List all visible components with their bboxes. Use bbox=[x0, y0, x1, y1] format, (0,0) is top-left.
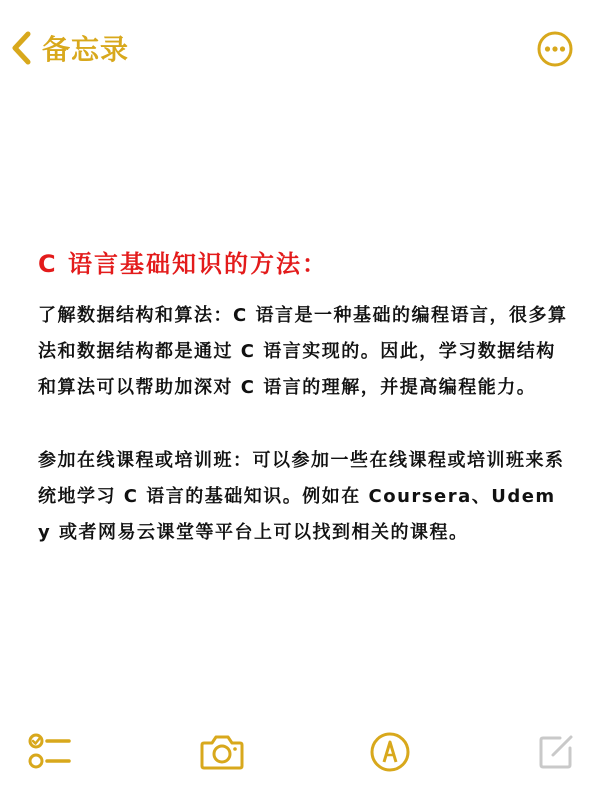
checklist-button[interactable] bbox=[26, 728, 74, 776]
camera-icon bbox=[199, 732, 245, 772]
chevron-left-icon bbox=[10, 30, 32, 66]
back-button[interactable] bbox=[10, 26, 129, 70]
camera-button[interactable] bbox=[198, 728, 246, 776]
bottom-toolbar bbox=[0, 712, 600, 792]
markup-button[interactable] bbox=[366, 728, 414, 776]
checklist-icon bbox=[27, 729, 73, 775]
back-label: 备忘录 bbox=[42, 33, 130, 66]
note-paragraph: 参加在线课程或培训班：可以参加一些在线课程或培训班来系统地学习 C 语言的基础知识。例如在 Coursera、Udemy 或者网易云课堂等平台上可以找到相关的课程。 bbox=[38, 450, 565, 543]
note-heading: C 语言基础知识的方法： bbox=[38, 250, 328, 278]
pen-markup-icon bbox=[369, 731, 411, 773]
note-body[interactable] bbox=[38, 244, 568, 551]
compose-button[interactable] bbox=[532, 728, 580, 776]
top-navigation-bar bbox=[0, 0, 600, 96]
more-options-button[interactable] bbox=[536, 30, 574, 68]
note-paragraph: 了解数据结构和算法：C 语言是一种基础的编程语言，很多算法和数据结构都是通过 C 语言实现的。因此，学习数据结构和算法可以帮助加深对 C 语言的理解，并提高编程能力。 bbox=[38, 305, 568, 398]
compose-icon bbox=[536, 732, 576, 772]
ellipsis-circle-icon bbox=[536, 30, 574, 68]
